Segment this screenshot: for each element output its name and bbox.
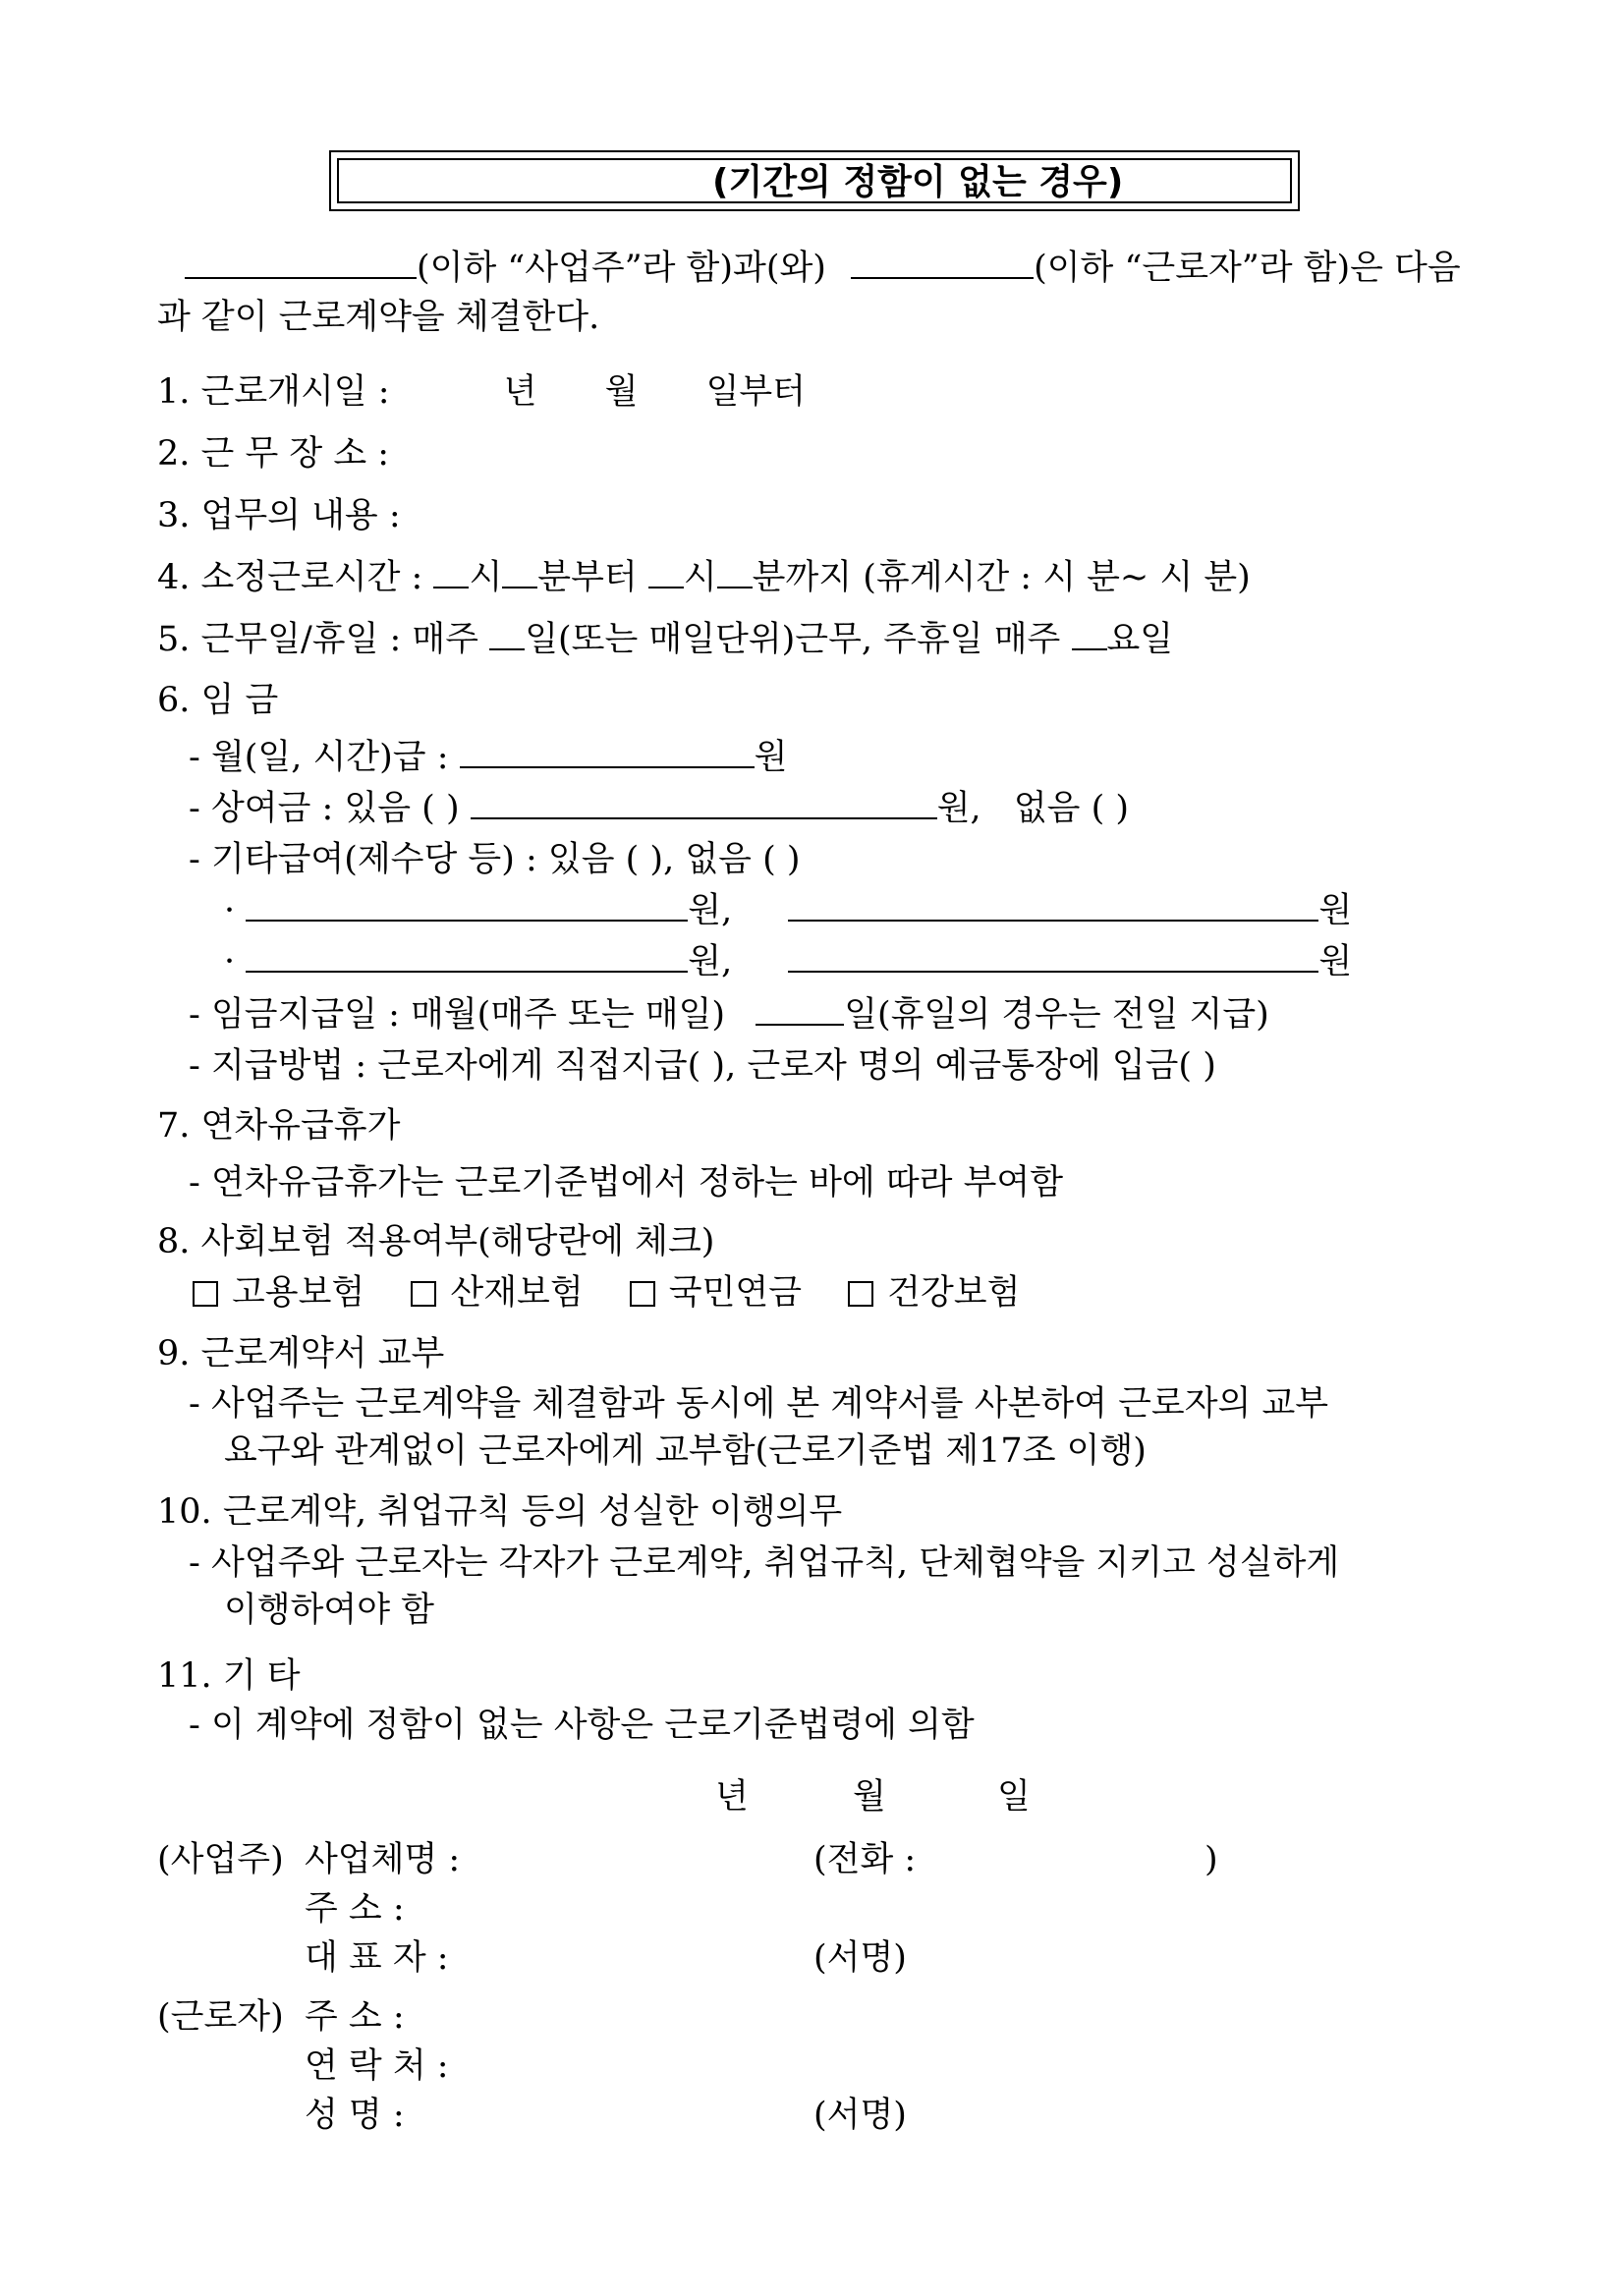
item-10-sub-2: 이행하여야 함 [224, 1591, 434, 1630]
end-hour-blank[interactable] [648, 557, 684, 588]
employer-phone-close: ) [1204, 1840, 1218, 1879]
start-hour-label: 시 [469, 558, 503, 597]
item-9-sub-1: - 사업주는 근로계약을 체결함과 동시에 본 계약서를 사본하여 근로자의 교부 [189, 1384, 1329, 1424]
intro-part-1: (이하 “사업주”라 함)과(와) [417, 249, 826, 288]
insurance-checkboxes [193, 1272, 1055, 1314]
item-7 [157, 1105, 400, 1147]
health-insurance-option[interactable] [848, 1272, 1020, 1314]
intro-line-1 [185, 248, 1461, 289]
start-month-label: 월 [604, 372, 639, 412]
weekly-holiday-blank[interactable] [1072, 619, 1107, 650]
item-6-number: 6. [157, 681, 191, 720]
item-5-text-a: 일(또는 매일단위)근무, 주휴일 매주 [525, 620, 1061, 659]
item-11 [157, 1655, 301, 1697]
other-pay-line: - 기타급여(제수당 등) : 있음 ( ), 없음 ( ) [189, 840, 801, 879]
employment-insurance-option[interactable] [193, 1272, 364, 1314]
item-8-label: 사회보험 적용여부(해당란에 체크) [200, 1222, 715, 1261]
worker-name-label: 성 명 : [305, 2096, 405, 2135]
item-1 [157, 371, 806, 413]
start-year-label: 년 [503, 372, 537, 412]
start-day-label: 일부터 [705, 372, 806, 412]
won-label: 원 [1318, 891, 1353, 930]
item-9 [157, 1333, 444, 1374]
item-11-number: 11. [157, 1656, 212, 1696]
item-2-label: 근 무 장 소 : [200, 434, 390, 474]
checkbox[interactable] [193, 1281, 218, 1307]
item-5-text-b: 요일 [1106, 620, 1174, 659]
start-minute-blank[interactable] [502, 557, 537, 588]
item-8-number: 8. [157, 1222, 191, 1261]
monthly-wage-won: 원 [754, 738, 788, 777]
workdays-blank[interactable] [489, 619, 525, 650]
monthly-wage-blank[interactable] [460, 737, 755, 768]
employer-company-label: 사업체명 : [305, 1840, 461, 1879]
checkbox[interactable] [848, 1281, 873, 1307]
bonus-won: 원, [936, 789, 981, 828]
checkbox-label: 산재보험 [450, 1273, 584, 1313]
item-10 [157, 1491, 842, 1533]
payment-method-line: - 지급방법 : 근로자에게 직접지급( ), 근로자 명의 예금통장에 입금( ) [189, 1046, 1216, 1086]
break-time-text: (휴게시간 : 시 분~ 시 분) [863, 558, 1251, 597]
checkbox-label: 고용보험 [232, 1273, 365, 1313]
payday-label: - 임금지급일 : 매월(매주 또는 매일) [189, 995, 726, 1035]
item-6 [157, 680, 278, 721]
other-pay-blank-2b[interactable] [788, 941, 1318, 973]
end-minute-label: 분까지 [752, 558, 853, 597]
item-7-number: 7. [157, 1106, 191, 1146]
item-7-sub: - 연차유급휴가는 근로기준법에서 정하는 바에 따라 부여함 [189, 1163, 1064, 1203]
start-hour-blank[interactable] [433, 557, 469, 588]
monthly-wage-line [189, 737, 787, 778]
item-4-label: 소정근로시간 : [200, 558, 423, 597]
other-pay-blank-1a[interactable] [246, 890, 688, 922]
item-3 [157, 495, 401, 536]
worker-signature-label: (서명) [813, 2096, 907, 2135]
worker-role: (근로자) [157, 1997, 284, 2037]
item-9-label: 근로계약서 교부 [200, 1334, 445, 1373]
payday-line [189, 994, 1269, 1036]
bonus-none: 없음 ( ) [1013, 789, 1130, 828]
title-box [329, 150, 1300, 211]
item-4-number: 4. [157, 558, 191, 597]
checkbox-label: 건강보험 [887, 1273, 1021, 1313]
date-month-label: 월 [853, 1777, 886, 1817]
payday-rest: 일(휴일의 경우는 전일 지급) [844, 995, 1269, 1035]
employer-address-label: 주 소 : [305, 1889, 405, 1929]
end-hour-label: 시 [683, 558, 717, 597]
employer-rep-label: 대 표 자 : [305, 1938, 449, 1978]
checkbox-label: 국민연금 [668, 1273, 803, 1313]
item-8 [157, 1221, 714, 1262]
other-pay-blank-1b[interactable] [788, 890, 1318, 922]
item-7-label: 연차유급휴가 [200, 1106, 401, 1146]
item-9-number: 9. [157, 1334, 191, 1373]
bonus-amount-blank[interactable] [471, 788, 937, 819]
intro-line-2: 과 같이 근로계약을 체결한다. [157, 298, 600, 337]
worker-contact-label: 연 락 처 : [305, 2046, 449, 2086]
other-pay-row-1 [224, 890, 1352, 931]
item-5-label: 근무일/휴일 : 매주 [200, 620, 479, 659]
item-10-number: 10. [157, 1492, 212, 1532]
item-2-number: 2. [157, 434, 191, 474]
bullet-dot: · [224, 891, 236, 930]
item-1-label: 근로개시일 : [200, 372, 390, 412]
other-pay-blank-2a[interactable] [246, 941, 688, 973]
worker-name-blank[interactable] [851, 248, 1034, 279]
item-3-number: 3. [157, 496, 191, 535]
won-label: 원, [688, 891, 733, 930]
checkbox[interactable] [411, 1281, 436, 1307]
industrial-accident-insurance-option[interactable] [411, 1272, 583, 1314]
employer-signature-label: (서명) [813, 1938, 907, 1978]
item-5 [157, 619, 1173, 660]
item-5-number: 5. [157, 620, 191, 659]
worker-address-label: 주 소 : [305, 1997, 405, 2037]
employer-name-blank[interactable] [185, 248, 417, 279]
checkbox[interactable] [630, 1281, 655, 1307]
national-pension-option[interactable] [630, 1272, 802, 1314]
item-11-sub: - 이 계약에 정함이 없는 사항은 근로기준법령에 의함 [189, 1706, 975, 1745]
employer-phone-label: (전화 : [813, 1840, 917, 1879]
item-10-label: 근로계약, 취업규칙 등의 성실한 이행의무 [222, 1492, 843, 1532]
date-year-label: 년 [715, 1777, 749, 1817]
item-1-number: 1. [157, 372, 191, 412]
won-label: 원 [1318, 942, 1353, 981]
payday-blank[interactable] [756, 994, 844, 1026]
date-day-label: 일 [997, 1777, 1031, 1817]
end-minute-blank[interactable] [717, 557, 753, 588]
item-2 [157, 433, 389, 475]
bonus-line [189, 788, 1129, 829]
item-4 [157, 557, 1251, 598]
title-inner-border [337, 158, 1292, 203]
bullet-dot: · [224, 942, 236, 981]
monthly-wage-label: - 월(일, 시간)급 : [189, 738, 449, 777]
intro-part-2: (이하 “근로자”라 함)은 다음 [1034, 249, 1461, 288]
item-6-label: 임 금 [200, 681, 279, 720]
other-pay-row-2 [224, 941, 1352, 982]
item-10-sub-1: - 사업주와 근로자는 각자가 근로계약, 취업규칙, 단체협약을 지키고 성실하게 [189, 1543, 1340, 1583]
item-3-label: 업무의 내용 : [200, 496, 401, 535]
bonus-label: - 상여금 : 있음 ( ) [189, 789, 460, 828]
won-label: 원, [688, 942, 733, 981]
item-9-sub-2: 요구와 관계없이 근로자에게 교부함(근로기준법 제17조 이행) [224, 1431, 1147, 1471]
start-minute-label: 분부터 [537, 558, 638, 597]
document-title: (기간의 정함이 없는 경우) [712, 162, 1124, 202]
employer-role: (사업주) [157, 1840, 284, 1879]
item-11-label: 기 타 [222, 1656, 301, 1696]
